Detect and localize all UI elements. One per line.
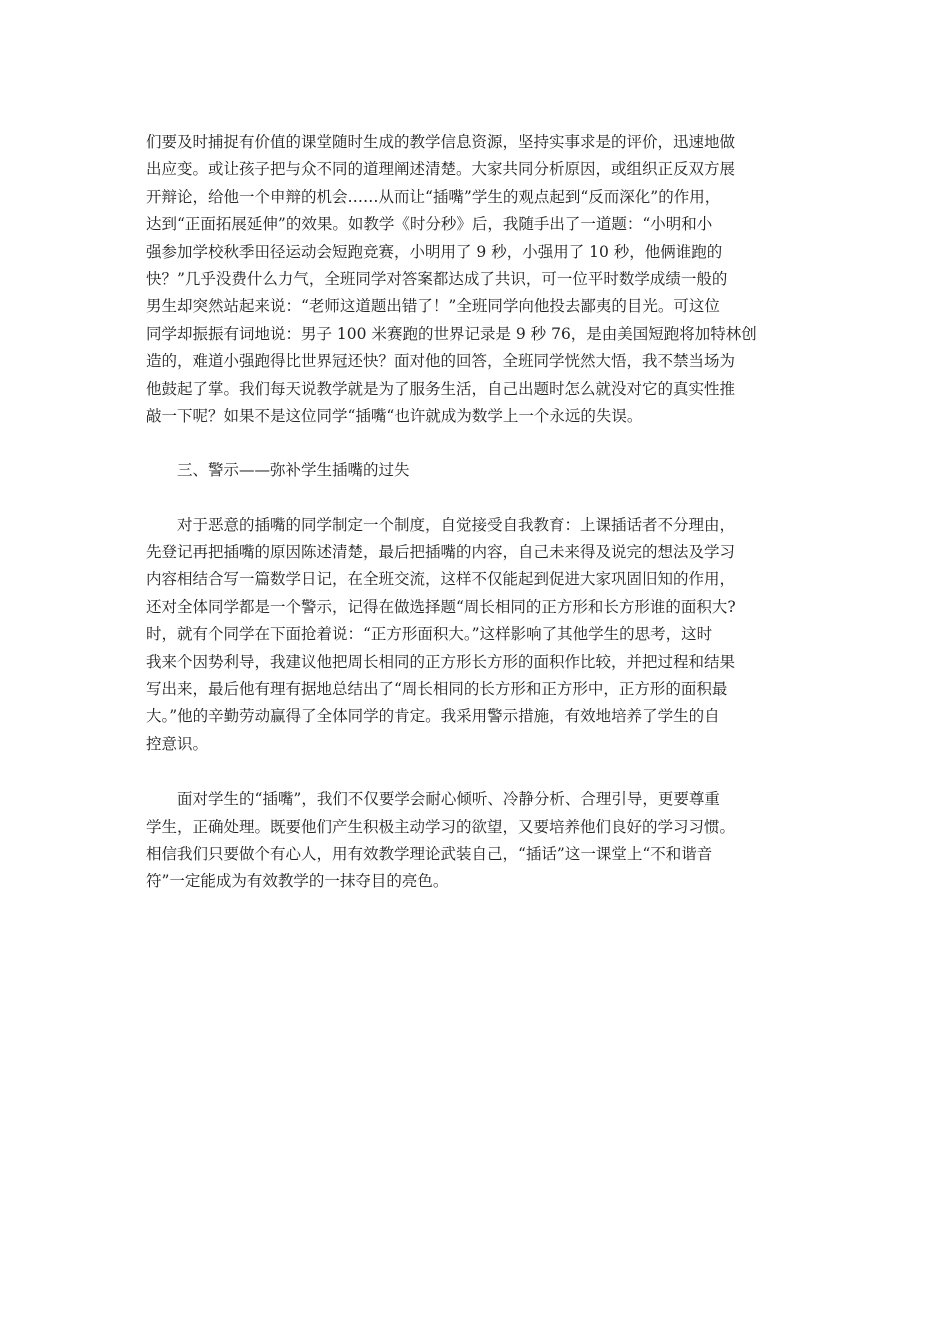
- paragraph-1-line: 达到“正面拓展延伸”的效果。如教学《时分秒》后，我随手出了一道题：“小明和小: [146, 215, 713, 234]
- paragraph-1-line: 男生却突然站起来说：“老师这道题出错了！”全班同学向他投去鄙夷的目光。可这位: [146, 297, 720, 316]
- paragraph-2-line: 内容相结合写一篇数学日记，在全班交流，这样不仅能起到促进大家巩固旧知的作用，: [146, 570, 736, 589]
- paragraph-1-line: 开辩论，给他一个申辩的机会……从而让“插嘴”学生的观点起到“反而深化”的作用，: [146, 187, 721, 206]
- section-heading-text: 三、警示——弥补学生插嘴的过失: [177, 461, 410, 480]
- paragraph-2-line: 对于恶意的插嘴的同学制定一个制度，自觉接受自我教育：上课插话者不分理由，: [177, 515, 736, 534]
- paragraph-1-line: 们要及时捕捉有价值的课堂随时生成的教学信息资源，坚持实事求是的评价，迅速地做: [146, 133, 736, 151]
- paragraph-2-line: 控意识。: [146, 734, 209, 753]
- paragraph-2-line: 大。”他的辛勤劳动赢得了全体同学的肯定。我采用警示措施，有效地培养了学生的自: [146, 707, 720, 726]
- paragraph-2-line: 先登记再把插嘴的原因陈述清楚，最后把插嘴的内容，自己未来得及说完的想法及学习: [146, 543, 736, 562]
- paragraph-3-line: 面对学生的“插嘴”，我们不仅要学会耐心倾听、冷静分析、合理引导，更要尊重: [177, 790, 720, 809]
- paragraph-1-line: 同学却振振有词地说：男子 100 米赛跑的世界记录是 9 秒 76，是由美国短跑将加特林创: [146, 324, 757, 343]
- paragraph-2-line: 我来个因势利导，我建议他把周长相同的正方形长方形的面积作比较，并把过程和结果: [146, 652, 736, 671]
- paragraph-spacer: [146, 485, 806, 512]
- paragraph-1-line: 敲一下呢？如果不是这位同学“插嘴“也许就成为数学上一个永远的失误。: [146, 406, 643, 425]
- paragraph-2-line: 时，就有个同学在下面抢着说：“正方形面积大。”这样影响了其他学生的思考，这时: [146, 625, 713, 644]
- paragraph-3-line: 符”一定能成为有效教学的一抹夺目的亮色。: [146, 872, 449, 891]
- paragraph-1-line: 强参加学校秋季田径运动会短跑竞赛，小明用了 9 秒，小强用了 10 秒，他俩谁跑的: [146, 242, 723, 261]
- paragraph-2-line: 写出来，最后他有理有据地总结出了“周长相同的长方形和正方形中，正方形的面积最: [146, 680, 728, 699]
- section-heading: [146, 457, 806, 484]
- paragraph-1: [146, 129, 806, 430]
- paragraph-3-line: 学生，正确处理。既要他们产生积极主动学习的欲望，又要培养他们良好的学习习惯。: [146, 817, 736, 836]
- paragraph-3-line: 相信我们只要做个有心人，用有效教学理论武装自己，“插话”这一课堂上“不和谐音: [146, 844, 713, 863]
- paragraph-1-line: 造的，难道小强跑得比世界冠还快？面对他的回答，全班同学恍然大悟，我不禁当场为: [146, 352, 736, 371]
- paragraph-3: [146, 786, 806, 896]
- paragraph-2-line: 还对全体同学都是一个警示，记得在做选择题“周长相同的正方形和长方形谁的面积大?: [146, 597, 736, 616]
- paragraph-spacer: [146, 758, 806, 786]
- paragraph-1-line: 他鼓起了掌。我们每天说教学就是为了服务生活，自己出题时怎么就没对它的真实性推: [146, 379, 736, 398]
- paragraph-1-line: 出应变。或让孩子把与众不同的道理阐述清楚。大家共同分析原因，或组织正反双方展: [146, 160, 736, 179]
- paragraph-2: [146, 512, 806, 759]
- document-body: [146, 129, 806, 896]
- paragraph-spacer: [146, 430, 806, 457]
- paragraph-1-line: 快？”几乎没费什么力气，全班同学对答案都达成了共识，可一位平时数学成绩一般的: [146, 269, 728, 288]
